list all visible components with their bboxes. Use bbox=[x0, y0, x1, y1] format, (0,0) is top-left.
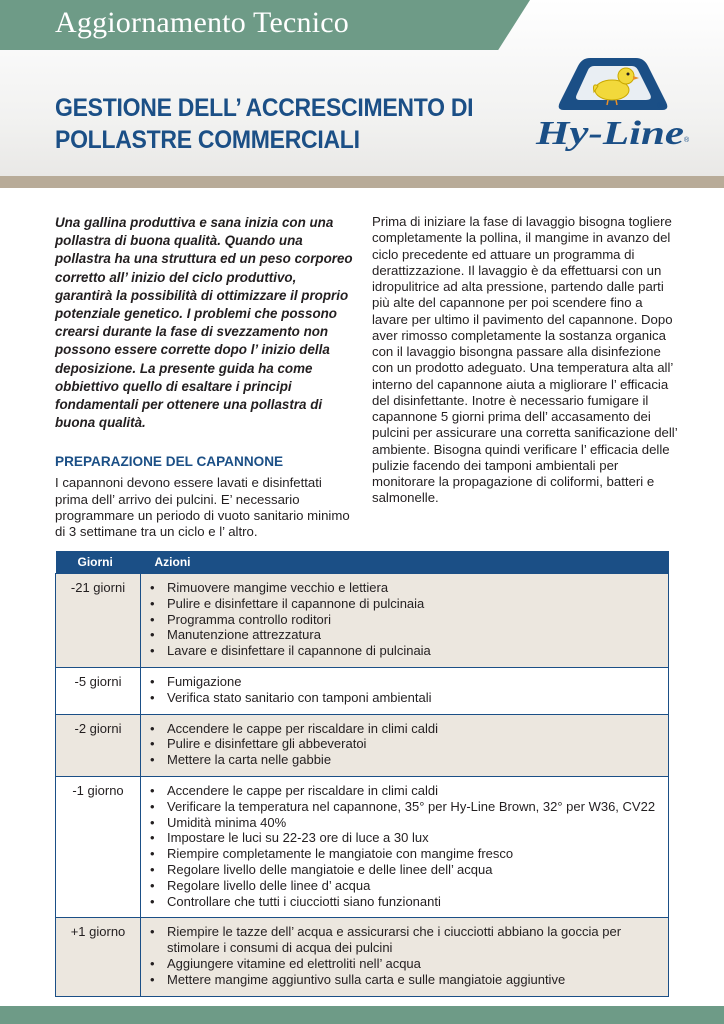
action-item: • Accendere le cappe per riscaldare in climi caldi bbox=[167, 721, 660, 737]
actions-table bbox=[55, 551, 669, 997]
action-item: • Umidità minima 40% bbox=[167, 815, 660, 831]
intro-paragraph: Una gallina produttiva e sana inizia con una pollastra di buona qualità. Quando una pollastra ha una struttura ed un peso corporeo corretto all’ inizio del ciclo produttivo, garantirà la possibilità di ottimizzare il proprio potenziale genetico. I problemi che possono crearsi durante la fase di svezzamento non possono essere corrette dopo l’ inizio della deposizione. La presente guida ha come obbiettivo quello di esaltare i principi fondamentali per ottenere una pollastra di buona qualità. bbox=[55, 215, 353, 431]
logo-registered-top: ® bbox=[657, 103, 663, 110]
row-actions bbox=[141, 667, 669, 714]
section-text-right: Prima di iniziare la fase di lavaggio bisogna togliere completamente la pollina, il mangime in avanzo del ciclo precedente ed attuare un programma di derattizzazione. Il lavaggio è da effettuarsi con un idropulitrice ad alta pressione, partendo dalle parti più alte del capannone per poi scendere fino a lavare per ultimo il pavimento del capannone. Dopo aver rimosso completamente la sostanza organica con il lavaggio bisongna passare alla disinfezione con un prodotto adeguato. Una temperatura alta all’ interno del capannone aiuta a migliorare l’ efficacia del disinfettante. Inotre è necessario fumigare il capannone 5 giorni prima dell’ accasamento dei pulcini per assicurare una corretta sanificazione dell’ ambiente. Bisogna quindi verificare l’ efficacia delle pulizie facendo dei tamponi ambientali per monitorare la propagazione di coliformi, batteri e salmonelle. bbox=[372, 214, 678, 506]
row-actions bbox=[141, 574, 669, 668]
action-item: • Controllare che tutti i ciucciotti siano funzionanti bbox=[167, 894, 660, 910]
action-item: • Fumigazione bbox=[167, 674, 660, 690]
action-item: • Verificare la temperatura nel capannone, 35° per Hy-Line Brown, 32° per W36, CV22 bbox=[167, 799, 660, 815]
logo-wordmark: Hy-Line bbox=[534, 115, 684, 152]
header-rule bbox=[0, 176, 724, 188]
footer-band bbox=[0, 1006, 724, 1024]
action-item: • Rimuovere mangime vecchio e lettiera bbox=[167, 580, 660, 596]
action-item: • Mettere mangime aggiuntivo sulla carta e sulle mangiatoie aggiuntive bbox=[167, 972, 660, 988]
action-item: • Programma controllo roditori bbox=[167, 612, 660, 628]
table-header-row bbox=[56, 551, 669, 574]
action-item: • Accendere le cappe per riscaldare in climi caldi bbox=[167, 783, 660, 799]
table-row bbox=[56, 714, 669, 776]
logo-registered: ® bbox=[684, 137, 690, 144]
table-row bbox=[56, 667, 669, 714]
header-actions: Azioni bbox=[141, 551, 669, 574]
document-title: GESTIONE DELL’ ACCRESCIMENTO DI POLLASTRE COMMERCIALI bbox=[55, 94, 474, 154]
row-day: -2 giorni bbox=[56, 714, 141, 776]
right-column bbox=[372, 214, 682, 507]
row-actions bbox=[141, 776, 669, 917]
action-item: • Lavare e disinfettare il capannone di pulcinaia bbox=[167, 643, 660, 659]
row-day: -1 giorno bbox=[56, 776, 141, 917]
action-item: • Manutenzione attrezzatura bbox=[167, 627, 660, 643]
table-row bbox=[56, 776, 669, 917]
action-item: • Verifica stato sanitario con tamponi ambientali bbox=[167, 690, 660, 706]
section-text-left: I capannoni devono essere lavati e disinfettati prima dell’ arrivo dei pulcini. E’ necessario programmare un periodo di vuoto sanitario minimo di 3 settimane tra un ciclo e l’ altro. bbox=[55, 475, 350, 540]
action-item: • Impostare le luci su 22-23 ore di luce a 30 lux bbox=[167, 830, 660, 846]
table-row bbox=[56, 918, 669, 996]
action-item: • Riempire le tazze dell’ acqua e assicurarsi che i ciucciotti abbiano la goccia per stimolare i consumi di acqua dei pulcini bbox=[167, 924, 660, 956]
action-item: • Pulire e disinfettare il capannone di pulcinaia bbox=[167, 596, 660, 612]
action-item: • Pulire e disinfettare gli abbeveratoi bbox=[167, 736, 660, 752]
table-row bbox=[56, 574, 669, 668]
row-day: +1 giorno bbox=[56, 918, 141, 996]
action-item: • Mettere la carta nelle gabbie bbox=[167, 752, 660, 768]
header-title: Aggiornamento Tecnico bbox=[55, 6, 349, 39]
left-column bbox=[55, 214, 355, 540]
section-heading: PREPARAZIONE DEL CAPANNONE bbox=[55, 454, 284, 470]
hy-line-logo bbox=[532, 54, 694, 154]
action-item: • Riempire completamente le mangiatoie con mangime fresco bbox=[167, 846, 660, 862]
row-day: -5 giorni bbox=[56, 667, 141, 714]
row-day: -21 giorni bbox=[56, 574, 141, 668]
row-actions bbox=[141, 918, 669, 996]
action-item: • Aggiungere vitamine ed elettroliti nell’ acqua bbox=[167, 956, 660, 972]
action-item: • Regolare livello delle mangiatoie e delle linee dell’ acqua bbox=[167, 862, 660, 878]
action-item: • Regolare livello delle linee d’ acqua bbox=[167, 878, 660, 894]
header-days: Giorni bbox=[56, 551, 141, 574]
row-actions bbox=[141, 714, 669, 776]
